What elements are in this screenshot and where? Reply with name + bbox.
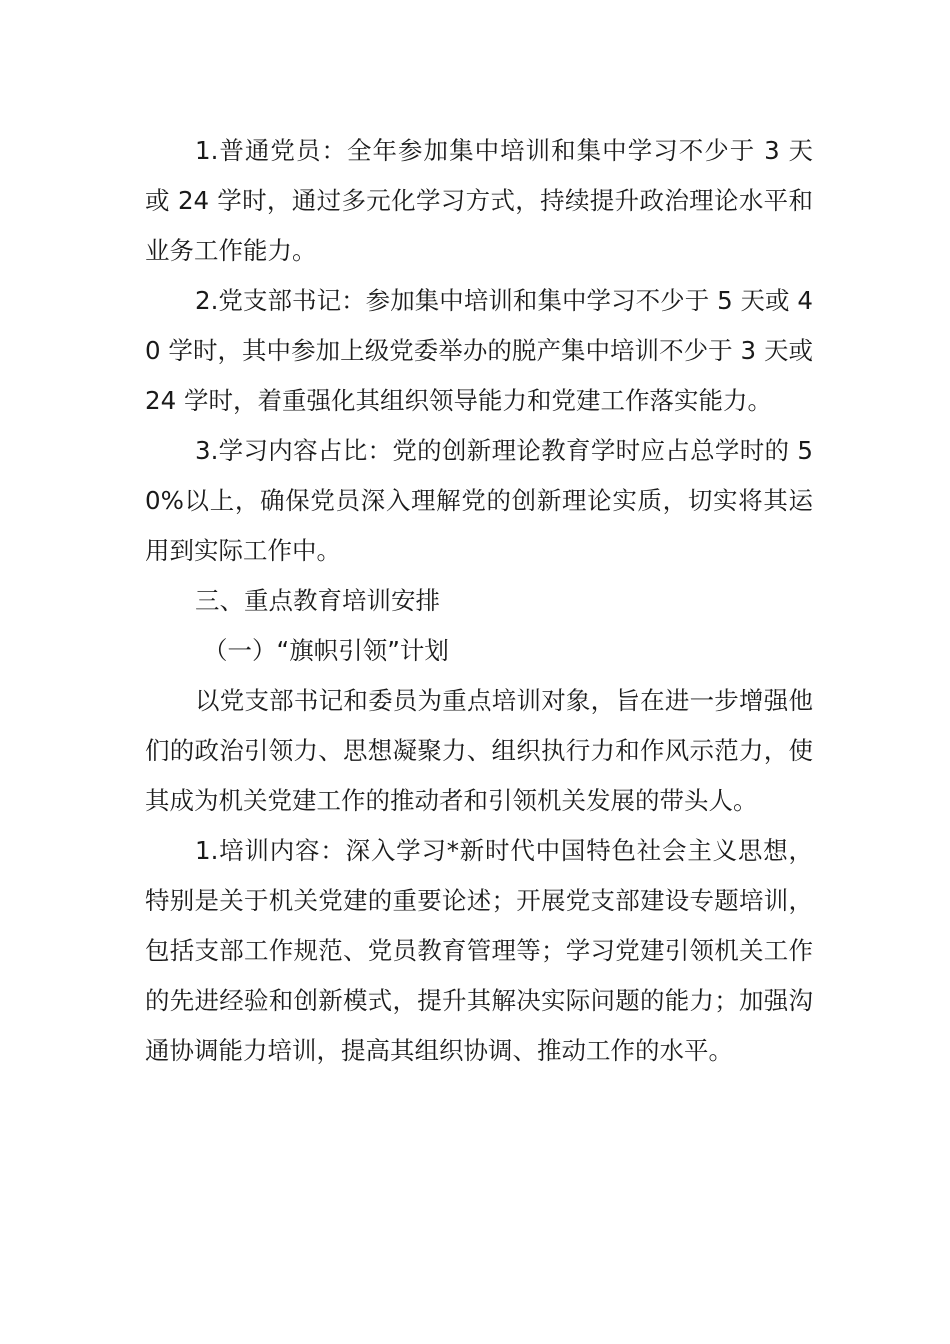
paragraph-plan-intro: 以党支部书记和委员为重点培训对象，旨在进一步增强他们的政治引领力、思想凝聚力、组织执行力和作风示范力，使其成为机关党建工作的推动者和引领机关发展的带头人。 (145, 686, 813, 815)
paragraph-training-content: 1.培训内容：深入学习*新时代中国特色社会主义思想，特别是关于机关党建的重要论述；开展党支部建设专题培训，包括支部工作规范、党员教育管理等；学习党建引领机关工作的先进经验和创新模式，提升其解决实际问题的能力；加强沟通协调能力培训，提高其组织协调、推动工作的水平。 (145, 836, 813, 1065)
document-body (145, 126, 813, 1076)
paragraph-ordinary-members: 1.普通党员：全年参加集中培训和集中学习不少于 3 天或 24 学时，通过多元化学习方式，持续提升政治理论水平和业务工作能力。 (145, 136, 813, 265)
paragraph-branch-secretary: 2.党支部书记：参加集中培训和集中学习不少于 5 天或 40 学时，其中参加上级党委举办的脱产集中培训不少于 3 天或 24 学时，着重强化其组织领导能力和党建工作落实能力。 (145, 286, 813, 415)
subsection-heading: （一）“旗帜引领”计划 (203, 636, 449, 665)
section-heading: 三、重点教育培训安排 (195, 586, 440, 615)
paragraph-content-ratio: 3.学习内容占比：党的创新理论教育学时应占总学时的 50%以上，确保党员深入理解党的创新理论实质，切实将其运用到实际工作中。 (145, 436, 813, 565)
